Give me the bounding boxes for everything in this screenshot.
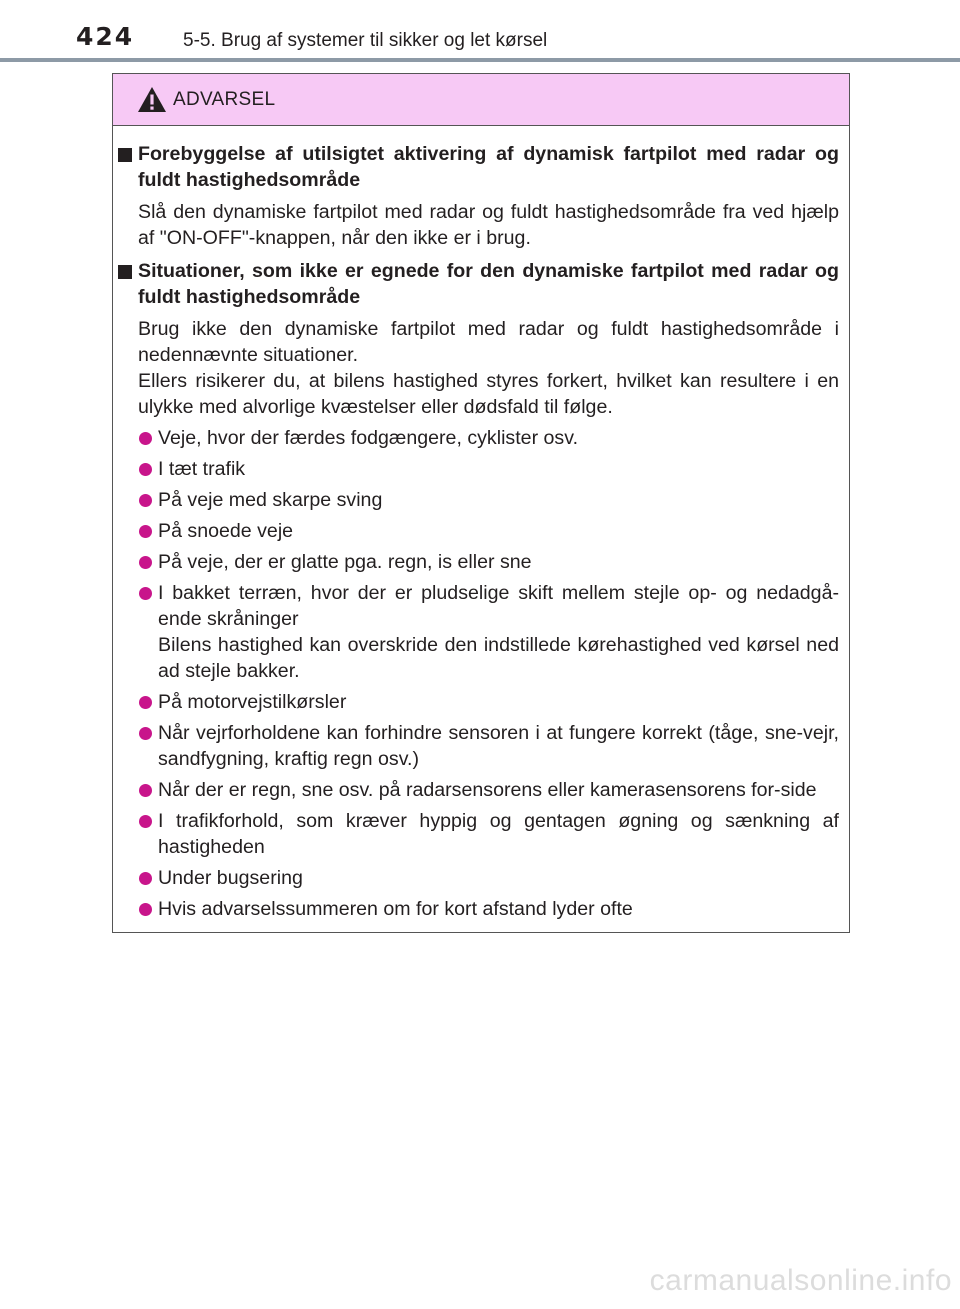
warning-section <box>116 141 839 251</box>
section-heading <box>116 141 839 193</box>
list-item-text: Hvis advarselssummeren om for kort afstand lyder ofte <box>158 898 633 920</box>
paragraph: Ellers risikerer du, at bilens hastighed styres forkert, hvilket kan resultere i en ulykke med alvorlige kvæstelser eller dødsfald til følge. <box>138 370 839 418</box>
section-title: 5-5. Brug af systemer til sikker og let kørsel <box>183 30 548 51</box>
list-item <box>116 896 839 922</box>
list-item-text: I bakket terræn, hvor der er pludselige skift mellem stejle op- og nedadgå-ende skråninger <box>158 582 839 630</box>
warning-body <box>113 126 849 922</box>
list-item <box>116 456 839 482</box>
warning-box <box>112 73 850 933</box>
round-bullet-icon <box>139 432 152 445</box>
header-divider <box>0 58 960 62</box>
list-item-text: Når der er regn, sne osv. på radarsensorens eller kamerasensorens for-side <box>158 779 817 801</box>
round-bullet-icon <box>139 463 152 476</box>
page-header <box>0 0 960 60</box>
list-item-text: Under bugsering <box>158 867 303 889</box>
round-bullet-icon <box>139 696 152 709</box>
section-heading <box>116 258 839 310</box>
page-number: 424 <box>76 22 135 51</box>
watermark: carmanualsonline.info <box>649 1264 952 1297</box>
list-item-text: På snoede veje <box>158 520 294 542</box>
round-bullet-icon <box>139 784 152 797</box>
warning-section <box>116 258 839 922</box>
square-bullet-icon <box>118 148 132 162</box>
list-item <box>116 808 839 860</box>
list-item-text: I tæt trafik <box>158 458 246 480</box>
list-item-text: I trafikforhold, som kræver hyppig og gentagen øgning og sænkning af hastigheden <box>158 810 839 858</box>
paragraph: Slå den dynamiske fartpilot med radar og fuldt hastighedsområde fra ved hjælp af "ON-OFF"-knappen, når den ikke er i brug. <box>138 201 839 249</box>
list-item-text: På motorvejstilkørsler <box>158 691 347 713</box>
list-item <box>116 689 839 715</box>
warning-triangle-icon <box>137 86 167 113</box>
round-bullet-icon <box>139 872 152 885</box>
round-bullet-icon <box>139 587 152 600</box>
warning-header <box>113 74 849 126</box>
list-item <box>116 865 839 891</box>
list-item <box>116 425 839 451</box>
list-item-text: På veje med skarpe sving <box>158 489 383 511</box>
list-item <box>116 518 839 544</box>
square-bullet-icon <box>118 265 132 279</box>
round-bullet-icon <box>139 556 152 569</box>
list-item <box>116 777 839 803</box>
list-item-note: Bilens hastighed kan overskride den indstillede kørehastighed ved kørsel ned ad stejle bakker. <box>158 634 839 682</box>
round-bullet-icon <box>139 494 152 507</box>
list-item <box>116 720 839 772</box>
round-bullet-icon <box>139 525 152 538</box>
situation-list <box>116 425 839 922</box>
round-bullet-icon <box>139 903 152 916</box>
list-item-text: Veje, hvor der færdes fodgængere, cyklister osv. <box>158 427 579 449</box>
round-bullet-icon <box>139 815 152 828</box>
list-item <box>116 487 839 513</box>
list-item <box>116 549 839 575</box>
paragraph: Brug ikke den dynamiske fartpilot med radar og fuldt hastighedsområde i nedennævnte situationer. <box>138 318 839 366</box>
section-heading-text: Forebyggelse af utilsigtet aktivering af dynamisk fartpilot med radar og fuldt hastighedsområde <box>138 143 839 191</box>
warning-title: ADVARSEL <box>173 89 276 110</box>
round-bullet-icon <box>139 727 152 740</box>
list-item <box>116 580 839 684</box>
section-heading-text: Situationer, som ikke er egnede for den dynamiske fartpilot med radar og fuldt hastighedsområde <box>138 260 839 308</box>
list-item-text: Når vejrforholdene kan forhindre sensoren i at fungere korrekt (tåge, sne-vejr, sandfygning, kraftig regn osv.) <box>158 722 839 770</box>
list-item-text: På veje, der er glatte pga. regn, is eller sne <box>158 551 532 573</box>
